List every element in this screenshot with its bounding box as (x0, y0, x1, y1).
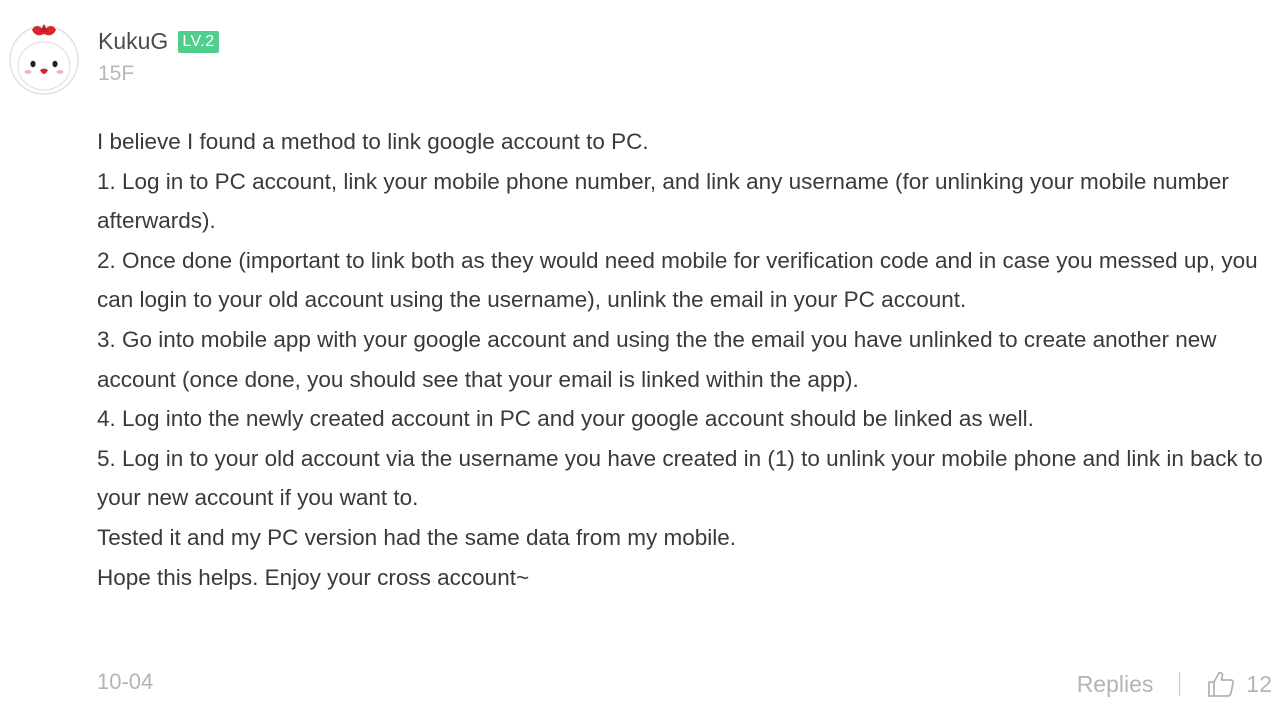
thumbs-up-icon (1206, 669, 1236, 699)
post-date: 10-04 (97, 669, 154, 694)
post-line: 4. Log into the newly created account in PC and your google account should be linked as well. (97, 406, 1034, 432)
like-button[interactable] (1206, 669, 1272, 699)
post-line: 1. Log in to PC account, link your mobile phone number, and link any username (for unlinking your mobile number afterwards). (97, 168, 1229, 234)
divider (1179, 672, 1180, 696)
post-actions (1077, 666, 1272, 702)
floor-number: 15F (98, 62, 135, 85)
avatar[interactable] (6, 20, 82, 96)
username[interactable]: KukuG (98, 28, 169, 54)
replies-button[interactable]: Replies (1076, 670, 1154, 697)
like-count: 12 (1246, 670, 1272, 697)
post-line: 2. Once done (important to link both as they would need mobile for verification code and in case you messed up, you can login to your old account using the username), unlink the email in your PC account. (97, 247, 1258, 313)
post-line: Tested it and my PC version had the same data from my mobile. (97, 524, 737, 550)
level-badge: LV.2 (178, 31, 218, 53)
post-line: 3. Go into mobile app with your google account and using the the email you have unlinked to create another new account (once done, you should see that your email is linked within the app). (97, 326, 1217, 392)
post-line: 5. Log in to your old account via the username you have created in (1) to unlink your mobile phone and link in back to your new account if you want to. (97, 445, 1263, 511)
post-content (97, 122, 1267, 597)
post-line: Hope this helps. Enjoy your cross account~ (97, 564, 530, 590)
post-line: I believe I found a method to link google account to PC. (97, 129, 649, 154)
chicken-mascot-icon (6, 20, 82, 96)
author-info (98, 28, 219, 55)
